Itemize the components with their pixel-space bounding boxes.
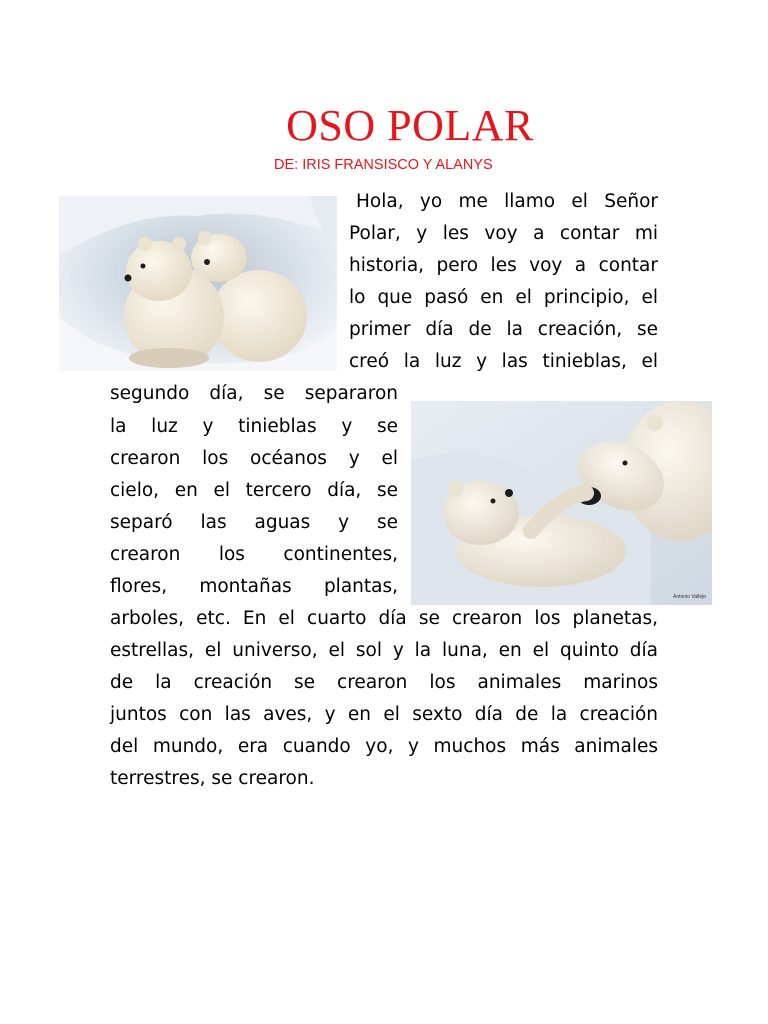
polar-bear-mother-cub-photo [411, 401, 712, 605]
story-line: estrellas, el universo, el sol y la luna, en el quinto día [110, 640, 658, 661]
story-line: Polar, y les voy a contar mi [349, 223, 658, 244]
photo-credit: Antonio Vallejo [673, 594, 706, 600]
story-line: segundo día, se separaron [110, 383, 398, 404]
story-line: lo que pasó en el principio, el [349, 287, 658, 308]
polar-bear-cubs-photo [59, 196, 337, 371]
story-line: arboles, etc. En el cuarto día se crearon los planetas, [110, 608, 658, 629]
story-line: flores, montañas plantas, [110, 576, 398, 597]
story-line: separó las aguas y se [110, 512, 398, 533]
story-line: de la creación se crearon los animales marinos [110, 672, 658, 693]
story-line: crearon los continentes, [110, 544, 398, 565]
story-line: la luz y tinieblas y se [110, 416, 398, 437]
authors-line: DE: IRIS FRANSISCO Y ALANYS [274, 157, 493, 173]
story-line: cielo, en el tercero día, se [110, 480, 398, 501]
story-line: crearon los océanos y el [110, 448, 398, 469]
story-line: terrestres, se crearon. [110, 768, 315, 789]
story-line: del mundo, era cuando yo, y muchos más animales [110, 736, 658, 757]
story-line: juntos con las aves, y en el sexto día de la creación [110, 704, 658, 725]
story-line: Hola, yo me llamo el Señor [356, 191, 658, 212]
page-title: OSO POLAR [286, 101, 534, 150]
story-line: primer día de la creación, se [349, 319, 658, 340]
story-line: historia, pero les voy a contar [349, 255, 658, 276]
story-line: creó la luz y las tinieblas, el [349, 351, 658, 372]
